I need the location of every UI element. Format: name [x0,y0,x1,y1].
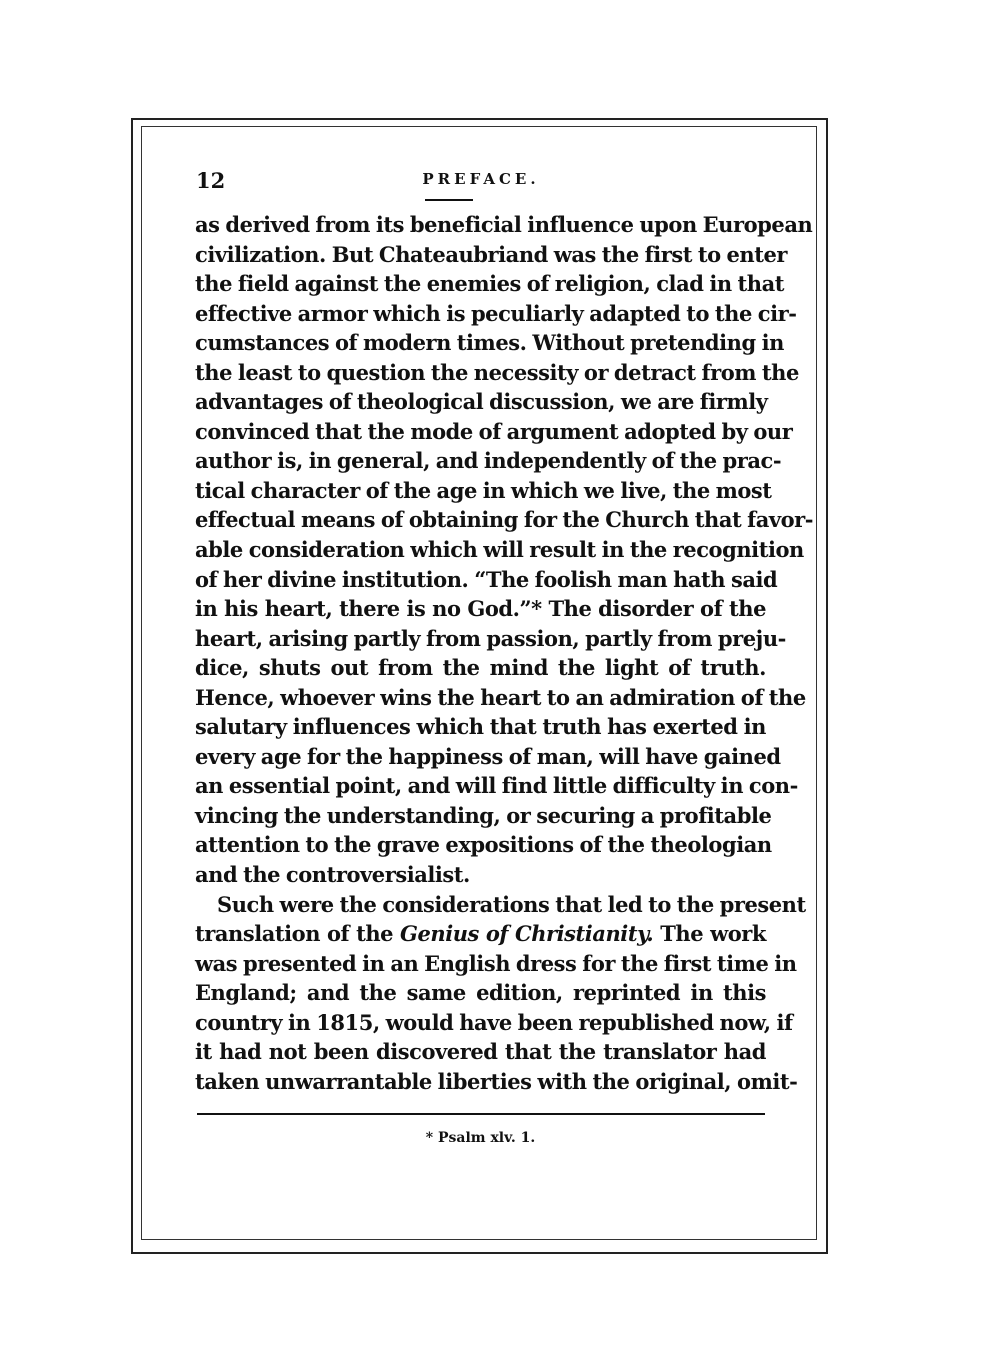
text-segment: translation of the [195,921,400,947]
text-line: attention to the grave expositions of the theologian [195,832,772,858]
header-rule [425,199,473,201]
text-line: Such were the considerations that led to the present [217,891,806,917]
text-line [195,919,766,949]
text-line: the least to question the necessity or detract from the [195,359,799,385]
text-segment: The work [653,921,766,947]
text-line: convinced that the mode of argument adopted by our [195,418,793,444]
text-line: effectual means of obtaining for the Church that favor- [195,507,814,533]
text-line: the field against the enemies of religion, clad in that [195,271,785,297]
text-line: country in 1815, would have been republished now, if [195,1009,793,1035]
text-line: civilization. But Chateaubriand was the first to enter [195,241,787,267]
text-line: salutary influences which that truth has exerted in [195,714,766,740]
text-line: taken unwarrantable liberties with the original, omit- [195,1068,798,1094]
text-line: as derived from its beneficial influence upon European [195,212,813,237]
text-line: England; and the same edition, reprinted in this [195,980,766,1006]
running-head [196,168,766,194]
text-line: tical character of the age in which we live, the most [195,477,772,503]
text-line: of her divine institution. “The foolish man hath said [195,566,778,592]
text-line: heart, arising partly from passion, partly from preju- [195,625,786,651]
footnote: * Psalm xlv. 1. [425,1130,536,1146]
text-line: Hence, whoever wins the heart to an admiration of the [195,684,806,710]
text-line: cumstances of modern times. Without pretending in [195,330,784,356]
text-line: dice, shuts out from the mind the light of truth. [195,655,766,681]
footnote-rule [197,1113,765,1115]
text-line: advantages of theological discussion, we are firmly [195,389,768,415]
text-line: able consideration which will result in the recognition [195,537,804,563]
text-line: it had not been discovered that the translator had [195,1039,766,1065]
text-line: every age for the happiness of man, will have gained [195,743,781,769]
text-line: author is, in general, and independently of the prac- [195,448,782,474]
book-title: Genius of Christianity. [400,921,654,947]
text-line: in his heart, there is no God.”* The disorder of the [195,596,766,622]
body-text [195,210,814,1096]
running-title: PREFACE. [422,170,540,188]
text-line: an essential point, and will find little difficulty in con- [195,773,798,799]
text-line: and the controversialist. [195,862,470,888]
text-line: vincing the understanding, or securing a profitable [195,802,772,828]
text-line: was presented in an English dress for the first time in [195,950,797,976]
text-line: effective armor which is peculiarly adapted to the cir- [195,300,797,326]
page-number: 12 [196,168,226,193]
